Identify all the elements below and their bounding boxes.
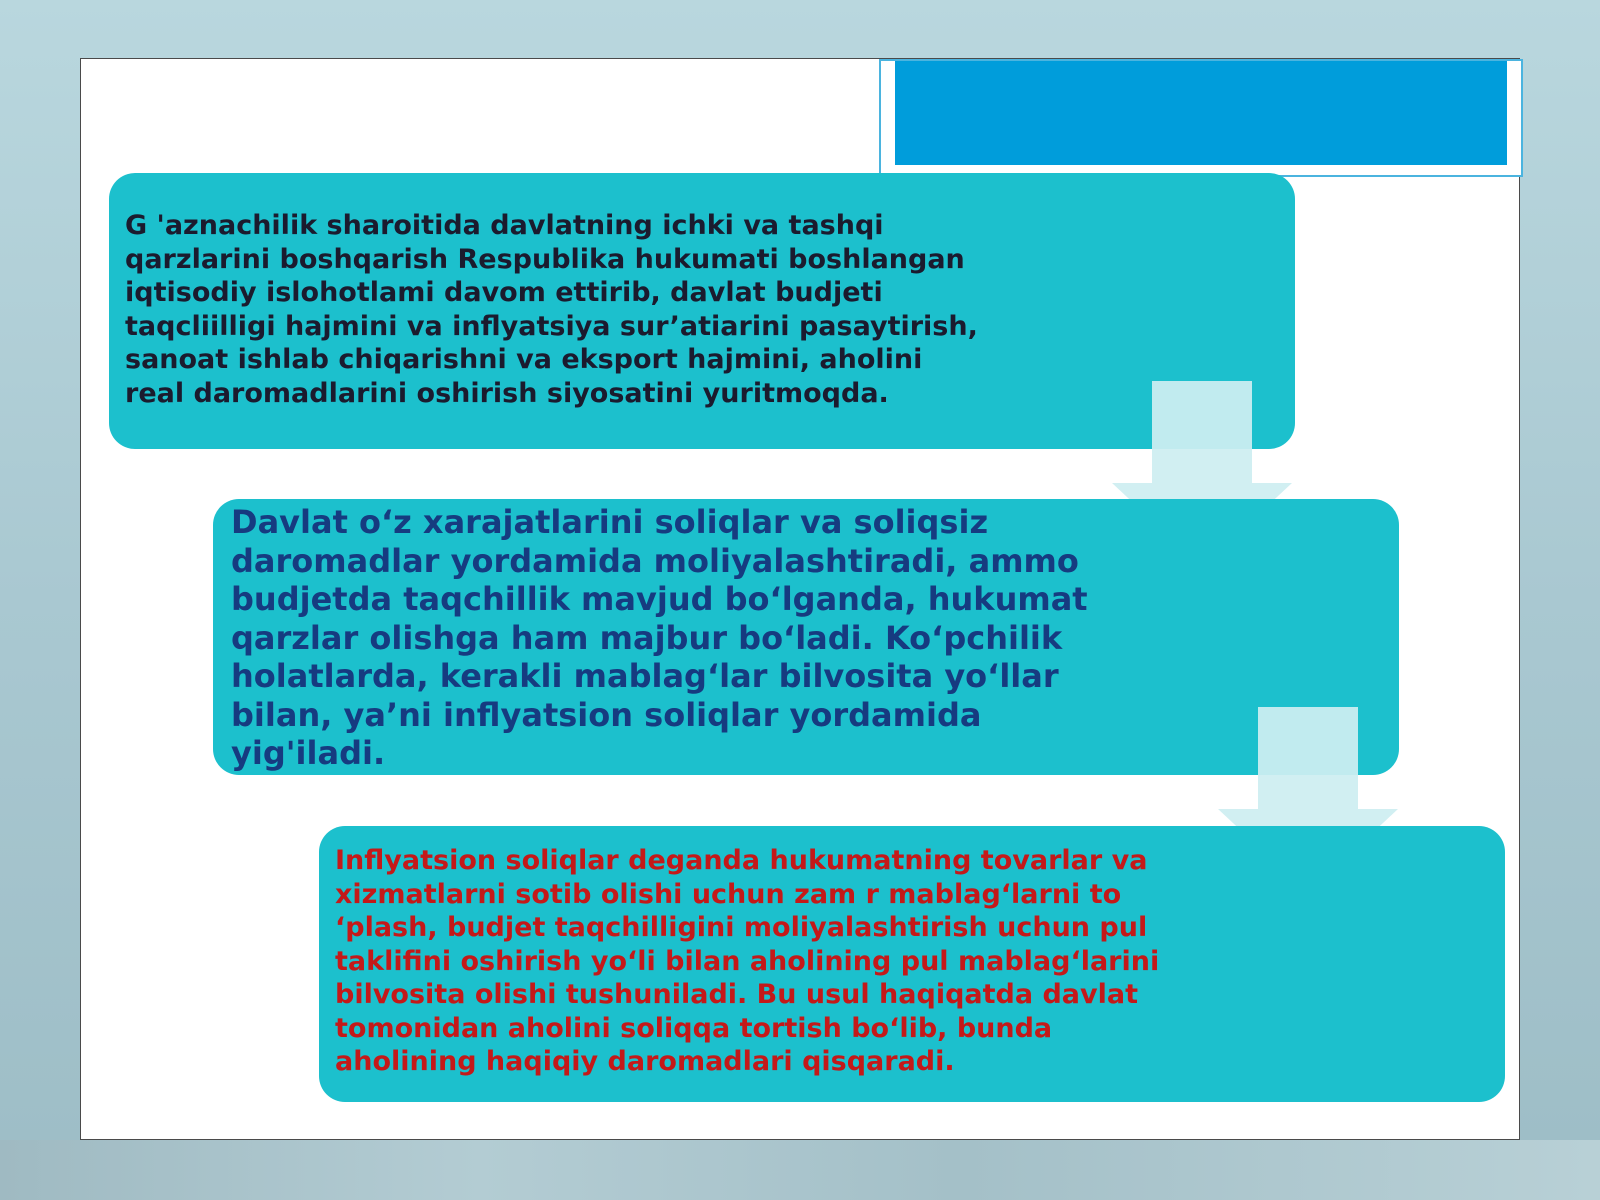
title-bar [895, 61, 1507, 165]
title-placeholder [879, 59, 1523, 177]
step-2-text: Davlat o‘z xarajatlarini soliqlar va soliqsiz daromadlar yordamida moliyalashtiradi, ammo budjetda taqchillik mavjud bo‘lganda, hukumat qarzlar olishga ham majbur bo‘ladi. Ko‘pchilik holatlarda, kerakli mablag‘lar bilvosita yo‘llar bilan, ya’ni inflyatsion soliqlar yordamida yig'iladi. [231, 503, 1088, 772]
step-3-text: Inflyatsion soliqlar deganda hukumatning tovarlar va xizmatlarni sotib olishi uchun zam r mablag‘larni to ‘plash, budjet taqchilligini moliyalashtirish uchun pul taklifini oshirish yo‘li bilan aholining pul mablag‘larini bilvosita olishi tushuniladi. Bu usul haqiqatda davlat tomonidan aholini soliqqa tortish bo‘lib, bunda aholining haqiqiy daromadlari qisqaradi. [335, 845, 1160, 1077]
process-step-3 [319, 826, 1505, 1102]
background-stripe [0, 1140, 1600, 1200]
step-1-text: G 'aznachilik sharoitida davlatning ichki va tashqi qarzlarini boshqarish Respublika hukumati boshlangan iqtisodiy islohotlami davom ettirib, davlat budjeti taqcliilligi hajmini va inflyatsiya sur’atiarini pasaytirish, sanoat ishlab chiqarishni va eksport hajmini, aholini real daromadlarini oshirish siyosatini yuritmoqda. [125, 210, 978, 409]
